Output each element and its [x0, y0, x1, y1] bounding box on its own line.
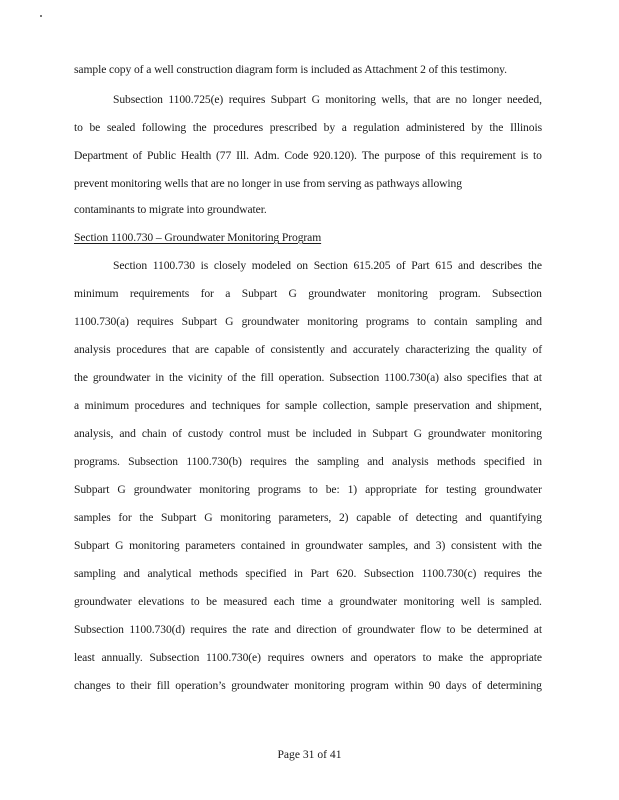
word: specified	[245, 567, 287, 580]
word: to	[446, 623, 456, 636]
word: direction	[296, 623, 337, 636]
word: appropriate	[365, 483, 417, 496]
word: of	[425, 149, 435, 162]
word: Public	[146, 149, 176, 162]
word: rate	[251, 623, 269, 636]
word: groundwater	[339, 595, 398, 608]
word: is	[520, 149, 529, 162]
text-line	[74, 343, 542, 357]
word: at	[533, 623, 542, 636]
word: determined	[477, 623, 529, 636]
word: of	[255, 343, 265, 356]
word: collection,	[322, 399, 371, 412]
word: The	[361, 149, 380, 162]
word: consistently	[270, 343, 325, 356]
word: their	[130, 679, 152, 692]
word: to	[308, 483, 318, 496]
word: of	[227, 371, 237, 384]
word: and	[367, 455, 384, 468]
text-line	[74, 595, 542, 609]
word: procedures	[213, 121, 264, 134]
word: Ill.	[236, 149, 249, 162]
word: a	[225, 287, 231, 300]
word: Subpart	[161, 511, 197, 524]
word: be	[460, 623, 472, 636]
word: minimum	[84, 399, 129, 412]
text-line	[74, 371, 542, 385]
word: 3)	[435, 539, 446, 552]
word: appropriate	[490, 651, 542, 664]
word: monitoring	[403, 595, 455, 608]
word: closely	[213, 259, 247, 272]
word: 1100.730(b)	[186, 455, 242, 468]
word: requires	[190, 623, 227, 636]
word: sampled.	[501, 595, 542, 608]
word: of	[472, 679, 482, 692]
word: Subsection	[491, 287, 542, 300]
text-line	[74, 623, 542, 637]
text-line	[74, 483, 542, 497]
text-line	[74, 121, 542, 135]
word: parameters	[185, 539, 236, 552]
word: requires	[483, 567, 521, 580]
word: 1100.725(e)	[168, 93, 224, 106]
word: operation’s	[175, 679, 226, 692]
text-line: prevent monitoring wells that are no longer in use from serving as pathways allowing	[74, 177, 462, 190]
word: 1100.730(e)	[206, 651, 261, 664]
word: by	[471, 121, 483, 134]
word: custody	[187, 427, 224, 440]
word: sampling	[317, 455, 359, 468]
word: groundwater	[308, 287, 366, 300]
page-number: Page 31 of 41	[277, 748, 342, 761]
word: fill	[260, 371, 274, 384]
text-line	[74, 427, 542, 441]
word: Illinois	[509, 121, 542, 134]
word: Subsection	[329, 371, 380, 384]
word: Subsection	[113, 93, 163, 106]
word: groundwater	[357, 623, 415, 636]
word: preservation	[413, 399, 470, 412]
word: and	[457, 259, 475, 272]
word: to	[116, 679, 125, 692]
word: minimum	[74, 287, 119, 300]
word: Code	[284, 149, 309, 162]
word: for	[200, 287, 214, 300]
word: 1100.730(a)	[74, 315, 129, 328]
word: and	[465, 511, 482, 524]
word: detecting	[415, 511, 458, 524]
word: owners	[310, 651, 344, 664]
word: 1100.730(a)	[384, 371, 439, 384]
word: techniques	[212, 399, 261, 412]
word: G	[204, 511, 213, 524]
word: program	[350, 679, 389, 692]
word: Section	[313, 259, 348, 272]
word: parameters,	[278, 511, 332, 524]
text-line	[74, 679, 542, 693]
word: capable	[214, 343, 250, 356]
text-line	[74, 651, 542, 665]
word: groundwater	[427, 427, 486, 440]
word: sample	[375, 399, 409, 412]
word: Part	[411, 259, 430, 272]
word: Subsection	[128, 455, 179, 468]
text-line	[74, 287, 542, 301]
word: make	[438, 651, 463, 664]
word: purpose	[384, 149, 421, 162]
word: and	[350, 651, 367, 664]
word: are	[194, 343, 209, 356]
word: and	[330, 343, 347, 356]
word: annually.	[101, 651, 143, 664]
word: of	[532, 343, 542, 356]
word: be	[295, 427, 307, 440]
paragraph-first-line	[113, 93, 542, 107]
word: the	[528, 567, 542, 580]
word: wells,	[381, 93, 409, 106]
word: must	[267, 427, 290, 440]
word: specifies	[467, 371, 507, 384]
word: the	[241, 371, 256, 384]
word: Subpart	[74, 483, 110, 496]
word: a	[341, 121, 347, 134]
word: quantifying	[489, 511, 542, 524]
word: with	[502, 539, 523, 552]
word: to	[422, 651, 432, 664]
word: G	[413, 427, 422, 440]
word: in	[155, 371, 165, 384]
word: quality	[495, 343, 527, 356]
word: requirements	[129, 287, 190, 300]
word: G	[225, 315, 234, 328]
word: and	[413, 539, 431, 552]
word: describes	[480, 259, 523, 272]
word: G	[288, 287, 297, 300]
word: operation.	[278, 371, 325, 384]
word: and	[123, 567, 140, 580]
word: accurately	[352, 343, 400, 356]
word: are	[436, 93, 450, 106]
word: a	[327, 595, 333, 608]
word: procedures	[116, 343, 167, 356]
word: days	[445, 679, 467, 692]
word: analysis,	[74, 427, 114, 440]
word: requires	[250, 455, 287, 468]
word: determining	[486, 679, 542, 692]
word: testing	[446, 483, 477, 496]
word: and	[274, 623, 291, 636]
word: operators	[373, 651, 416, 664]
word: on	[296, 259, 309, 272]
word: of	[172, 427, 182, 440]
scan-speck	[40, 15, 42, 17]
word: be:	[325, 483, 340, 496]
word: 615.205	[353, 259, 391, 272]
word: analytical	[147, 567, 192, 580]
word: 2)	[338, 511, 349, 524]
word: groundwater	[231, 679, 289, 692]
word: contained	[240, 539, 286, 552]
word: program.	[439, 287, 481, 300]
word: groundwater	[74, 595, 132, 608]
word: for	[266, 399, 280, 412]
text-line: sample copy of a well construction diagram form is included as Attachment 2 of this testimony.	[74, 63, 507, 76]
word: the	[192, 121, 207, 134]
word: sampling	[74, 567, 116, 580]
paragraph-first-line	[113, 259, 542, 273]
word: well	[460, 595, 481, 608]
text-line	[74, 511, 542, 525]
word: contain	[434, 315, 468, 328]
word: control	[229, 427, 262, 440]
word: the	[527, 539, 542, 552]
word: the	[475, 343, 490, 356]
word: of	[398, 511, 409, 524]
word: to	[533, 149, 542, 162]
word: groundwater	[305, 539, 363, 552]
word: of	[342, 623, 352, 636]
word: 1100.730(c)	[421, 567, 477, 580]
word: in	[533, 455, 542, 468]
word: 1100.730	[152, 259, 195, 272]
word: flow	[420, 623, 441, 636]
word: characterizing	[405, 343, 470, 356]
word: the	[139, 511, 154, 524]
word: monitoring	[220, 511, 271, 524]
word: G	[117, 483, 126, 496]
word: the	[295, 455, 309, 468]
word: Adm.	[253, 149, 280, 162]
word: of	[396, 259, 406, 272]
word: requirement	[460, 149, 516, 162]
word: groundwater	[133, 483, 192, 496]
word: administered	[406, 121, 465, 134]
word: longer	[472, 93, 502, 106]
word: within	[394, 679, 424, 692]
word: G	[311, 93, 320, 106]
word: monitoring	[129, 539, 180, 552]
word: programs	[365, 315, 409, 328]
word: each	[273, 595, 295, 608]
word: modeled	[251, 259, 291, 272]
word: programs	[257, 483, 301, 496]
word: regulation	[353, 121, 400, 134]
word: that	[172, 343, 190, 356]
word: a	[74, 399, 80, 412]
word: for	[118, 511, 132, 524]
word: the	[469, 651, 484, 664]
word: in	[357, 427, 367, 440]
word: methods	[436, 455, 476, 468]
word: Subsection	[363, 567, 414, 580]
word: be	[89, 121, 101, 134]
text-line	[74, 455, 542, 469]
word: consistent	[450, 539, 497, 552]
word: and	[189, 399, 207, 412]
word: Subpart	[372, 427, 408, 440]
word: 1)	[347, 483, 358, 496]
word: monitoring	[325, 93, 376, 106]
word: following	[141, 121, 187, 134]
word: by	[323, 121, 336, 134]
word: shipment,	[497, 399, 542, 412]
word: be	[206, 595, 217, 608]
word: sampling	[475, 315, 518, 328]
word: Subsection	[74, 623, 124, 636]
word: Department	[74, 149, 128, 162]
word: Part	[310, 567, 329, 580]
word: the	[232, 623, 247, 636]
word: measured	[223, 595, 268, 608]
word: that	[511, 371, 529, 384]
text-line	[74, 567, 542, 581]
word: the	[74, 371, 88, 384]
word: Subpart	[270, 93, 307, 106]
word: fill	[156, 679, 170, 692]
text-line	[74, 399, 542, 413]
word: time	[301, 595, 322, 608]
word: groundwater	[92, 371, 151, 384]
word: to	[190, 595, 200, 608]
word: Health	[180, 149, 212, 162]
word: is	[200, 259, 209, 272]
word: methods	[199, 567, 238, 580]
word: monitoring	[199, 483, 250, 496]
word: procedures	[134, 399, 185, 412]
text-line	[74, 315, 542, 329]
word: least	[74, 651, 95, 664]
word: (77	[216, 149, 232, 162]
word: requires	[136, 315, 174, 328]
word: to	[74, 121, 83, 134]
word: included	[312, 427, 352, 440]
word: monitoring	[294, 679, 345, 692]
word: prescribed	[269, 121, 318, 134]
word: the	[528, 259, 542, 272]
word: requires	[267, 651, 305, 664]
word: Subsection	[149, 651, 200, 664]
word: 615	[435, 259, 453, 272]
word: programs.	[74, 455, 120, 468]
word: and	[525, 315, 542, 328]
word: G	[115, 539, 124, 552]
word: groundwater	[241, 315, 300, 328]
word: groundwater	[484, 483, 542, 496]
word: sealed	[106, 121, 136, 134]
word: capable	[356, 511, 391, 524]
section-heading: Section 1100.730 – Groundwater Monitoring Program	[74, 231, 322, 244]
word: requires	[228, 93, 266, 106]
word: analysis	[392, 455, 429, 468]
word: samples	[74, 511, 111, 524]
word: the	[169, 371, 183, 384]
word: changes	[74, 679, 111, 692]
word: is	[486, 595, 495, 608]
word: elevations	[138, 595, 185, 608]
word: Subpart	[241, 287, 278, 300]
text-line: contaminants to migrate into groundwater.	[74, 203, 267, 216]
word: monitoring	[491, 427, 542, 440]
word: specified	[483, 455, 525, 468]
word: 1100.730(d)	[129, 623, 185, 636]
text-line	[74, 539, 542, 553]
word: vicinity	[187, 371, 223, 384]
word: needed,	[506, 93, 542, 106]
word: and	[475, 399, 492, 412]
word: for	[424, 483, 439, 496]
word: analysis	[74, 343, 111, 356]
word: also	[443, 371, 463, 384]
word: Section	[113, 259, 148, 272]
word: this	[439, 149, 456, 162]
word: of	[132, 149, 143, 162]
word: chain	[141, 427, 167, 440]
word: 620.	[336, 567, 357, 580]
word: the	[489, 121, 504, 134]
word: no	[455, 93, 467, 106]
word: 90	[428, 679, 441, 692]
word: Subpart	[181, 315, 218, 328]
word: in	[293, 567, 303, 580]
word: and	[119, 427, 136, 440]
text-line	[74, 149, 542, 163]
word: sample	[284, 399, 318, 412]
word: 920.120).	[313, 149, 357, 162]
word: in	[290, 539, 300, 552]
word: Subpart	[74, 539, 110, 552]
word: at	[533, 371, 542, 384]
word: monitoring	[307, 315, 358, 328]
word: that	[413, 93, 431, 106]
word: samples,	[368, 539, 408, 552]
word: monitoring	[377, 287, 428, 300]
word: to	[417, 315, 426, 328]
